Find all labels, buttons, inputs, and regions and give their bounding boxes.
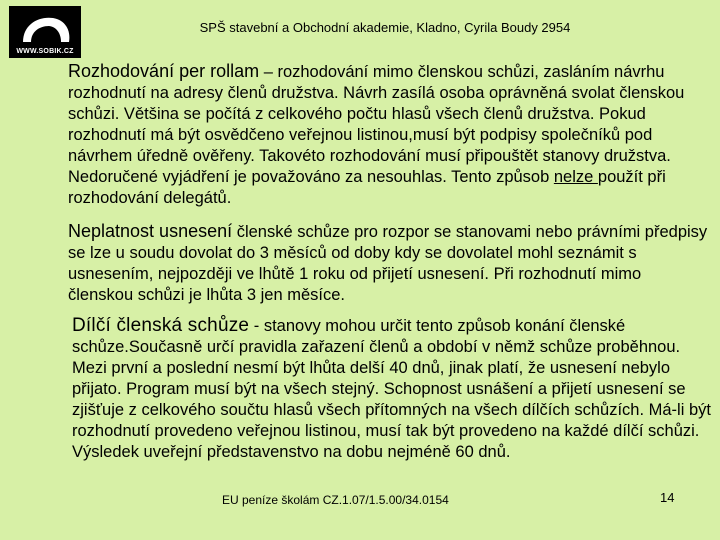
logo-text: WWW.SOBIK.CZ bbox=[16, 48, 74, 55]
underlined-word: nelze bbox=[553, 168, 598, 186]
paragraph-neplatnost bbox=[68, 221, 710, 306]
paragraph-heading: Neplatnost usnesení bbox=[68, 221, 233, 241]
project-footer: EU peníze školám CZ.1.07/1.5.00/34.0154 bbox=[222, 493, 449, 507]
page-number: 14 bbox=[660, 490, 675, 505]
school-logo bbox=[9, 6, 81, 58]
paragraph-text: členské schůze pro rozpor se stanovami nebo právními předpisy se lze u soudu dovolat do 3 měsíců od doby kdy se dovolatel mohl seznámit s usnesením, nejpozději ve lhůtě 1 roku od přijetí usnesení. Při rozhodnutí mimo členskou schůzi je lhůta 3 jen měsíce. bbox=[68, 223, 708, 304]
paragraph-text: - stanovy mohou určit tento způsob konání členské schůze.Současně určí pravidla zařazení členů a období v němž schůze proběhnou. Mezi první a poslední nesmí být lhůta delší 40 dnů, jinak platí, že usnesení nebylo přijato. Program musí být na všech stejný. Schopnost usnášení a přijetí usnesení se zjišťuje z celkového součtu hlasů všech přítomných na všech dílčích schůzích. Má-li být rozhodnutí provedeno veřejnou listinou, musí tak být provedeno na každé dílčí schůzi. Výsledek uveřejní představenstvo na dobu nejméně 60 dnů. bbox=[72, 317, 711, 461]
paragraph-text-end: použít při rozhodování delegátů. bbox=[68, 168, 666, 207]
paragraph-dilci-schuze bbox=[72, 315, 712, 463]
paragraph-heading: Rozhodování per rollam bbox=[68, 61, 260, 81]
school-header: SPŠ stavební a Obchodní akademie, Kladno, Cyrila Boudy 2954 bbox=[199, 20, 571, 35]
paragraph-text: – rozhodování mimo členskou schůzi, zasláním návrhu rozhodnutí na adresy členů družstva. Návrh zasílá osoba oprávněná svolat členskou schůzi. Většina se počítá z celkového počtu hlasů všech členů družstva. Pokud rozhodnutí má být osvědčeno veřejnou listinou,musí být podpisy společníků pod návrhem úředně ověřeny. Takovéto rozhodování musí připouštět stanovy družstva. Nedoručené vyjádření je považováno za nesouhlas. Tento způsob bbox=[68, 63, 685, 186]
paragraph-heading: Dílčí členská schůze bbox=[72, 315, 250, 336]
paragraph-per-rollam bbox=[68, 61, 710, 209]
